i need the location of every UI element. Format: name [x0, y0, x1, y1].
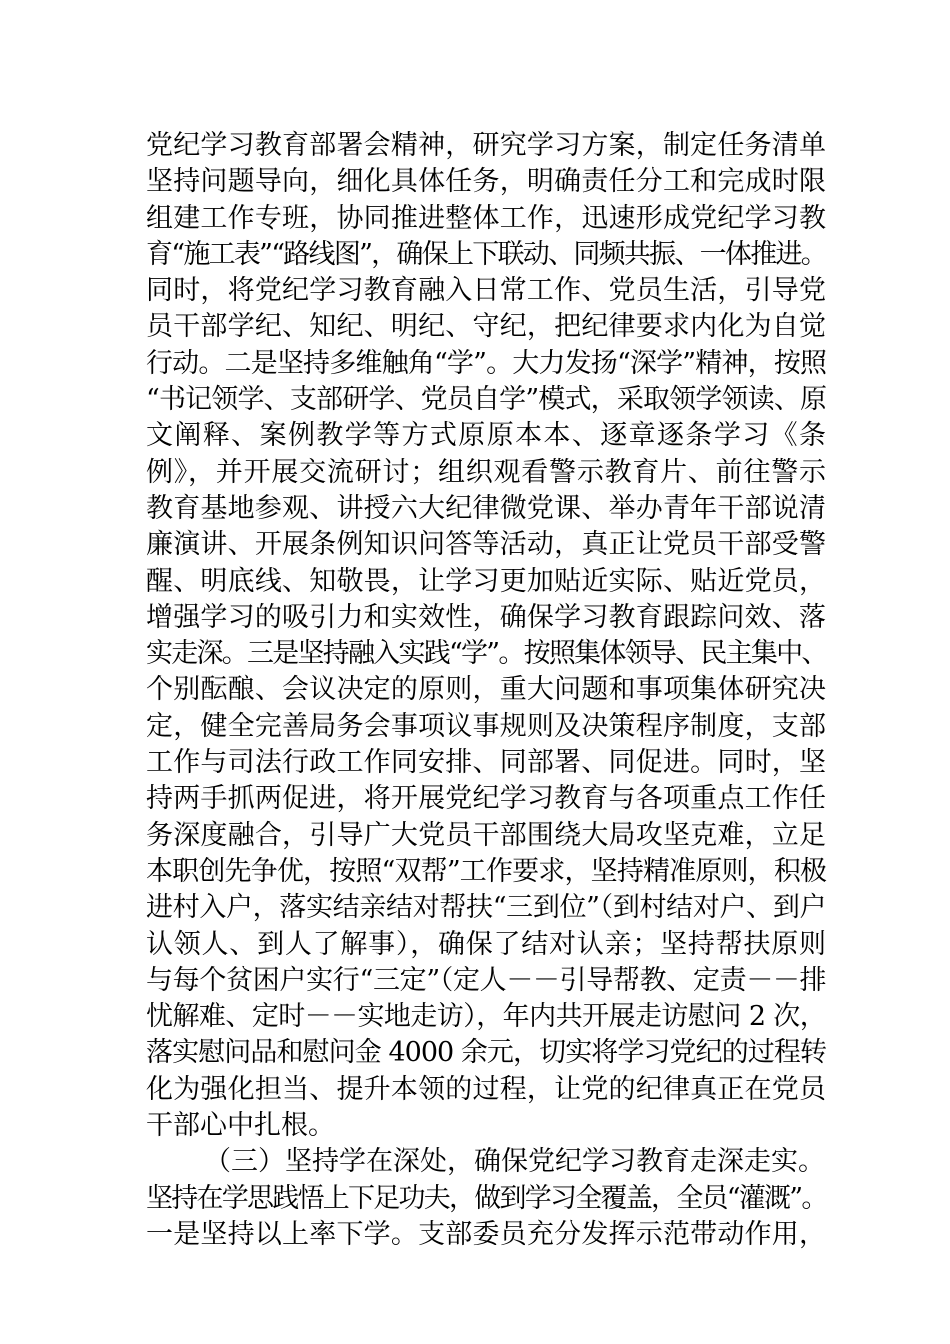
- paragraph-end-line: 干部心中扎根。: [146, 1110, 335, 1142]
- text-line: 行动。二是坚持多维触角“学”。大力发扬“深学”精神，按照: [146, 347, 826, 379]
- text-line: 务深度融合，引导广大党员干部围绕大局攻坚克难，立足: [146, 819, 826, 851]
- text-line: 工作与司法行政工作同安排、同部署、同促进。同时，坚: [146, 747, 826, 779]
- text-line: 落实慰问品和慰问金 4000 余元，切实将学习党纪的过程转: [146, 1037, 826, 1069]
- text-line: 忧解难、定时－－实地走访），年内共开展走访慰问 2 次，: [146, 1001, 826, 1033]
- text-line: 个别酝酿、会议决定的原则，重大问题和事项集体研究决: [146, 674, 826, 706]
- body-text: [146, 128, 826, 1253]
- text-line: 员干部学纪、知纪、明纪、守纪，把纪律要求内化为自觉: [146, 311, 826, 343]
- text-line: 本职创先争优，按照“双帮”工作要求，坚持精准原则，积极: [146, 855, 826, 887]
- text-line: 与每个贫困户实行“三定”（定人－－引导帮教、定责－－排: [146, 964, 826, 996]
- text-line: “书记领学、支部研学、党员自学”模式，采取领学领读、原: [146, 384, 826, 416]
- text-line: 廉演讲、开展条例知识问答等活动，真正让党员干部受警: [146, 529, 826, 561]
- text-line: 组建工作专班，协同推进整体工作，迅速形成党纪学习教: [146, 202, 826, 234]
- text-line: 化为强化担当、提升本领的过程，让党的纪律真正在党员: [146, 1073, 826, 1105]
- text-line: 教育基地参观、讲授六大纪律微党课、举办青年干部说清: [146, 492, 826, 524]
- text-line: 同时，将党纪学习教育融入日常工作、党员生活，引导党: [146, 275, 826, 307]
- text-line: 例》，并开展交流研讨；组织观看警示教育片、前往警示: [146, 456, 826, 488]
- section-heading: （三）坚持学在深处，确保党纪学习教育走深走实。: [204, 1146, 825, 1178]
- text-line: 育“施工表”“路线图”，确保上下联动、同频共振、一体推进。: [146, 238, 826, 270]
- text-line: 实走深。三是坚持融入实践“学”。按照集体领导、民主集中、: [146, 638, 827, 670]
- text-line: 定，健全完善局务会事项议事规则及决策程序制度，支部: [146, 710, 826, 742]
- text-line: 文阐释、案例教学等方式原原本本、逐章逐条学习《条: [146, 420, 826, 452]
- text-line: 持两手抓两促进，将开展党纪学习教育与各项重点工作任: [146, 783, 826, 815]
- text-line: 坚持问题导向，细化具体任务，明确责任分工和完成时限: [146, 166, 826, 198]
- text-line: 认领人、到人了解事），确保了结对认亲；坚持帮扶原则: [146, 928, 826, 960]
- text-line: 坚持在学思践悟上下足功夫，做到学习全覆盖，全员“灌溉”。: [146, 1182, 827, 1214]
- text-line: 增强学习的吸引力和实效性，确保学习教育跟踪问效、落: [146, 601, 826, 633]
- text-line: 一是坚持以上率下学。支部委员充分发挥示范带动作用，: [146, 1218, 826, 1250]
- text-line: 进村入户，落实结亲结对帮扶“三到位”（到村结对户、到户: [146, 892, 826, 924]
- text-line: 醒、明底线、知敬畏，让学习更加贴近实际、贴近党员，: [146, 565, 826, 597]
- text-line: 党纪学习教育部署会精神，研究学习方案，制定任务清单: [146, 130, 826, 161]
